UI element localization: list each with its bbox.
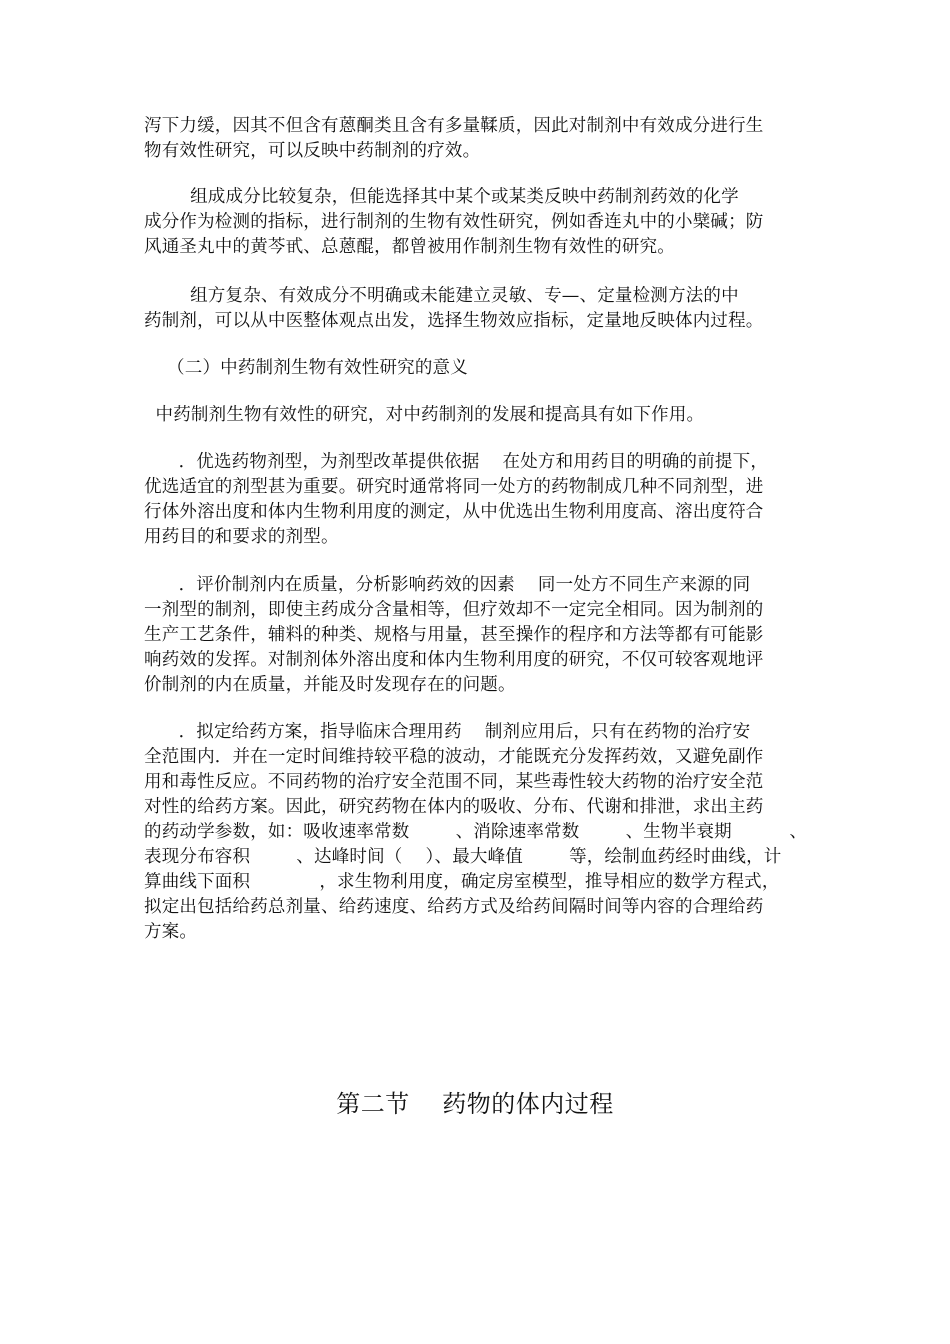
text-line: 方案。 [144, 922, 198, 942]
text-line: 风通圣丸中的黄芩甙、总蒽醌，都曾被用作制剂生物有效性的研究。 [144, 237, 675, 257]
text-line: 优选适宜的剂型甚为重要。研究时通常将同一处方的药物制成几种不同剂型，进 [144, 477, 764, 497]
text-line: ．评价制剂内在质量，分析影响药效的因素 同一处方不同生产来源的同 [144, 575, 751, 595]
text-line: 组方复杂、有效成分不明确或未能建立灵敏、专—、定量检测方法的中 [144, 286, 739, 306]
text-line: 价制剂的内在质量，并能及时发现存在的问题。 [144, 675, 516, 695]
text-line: 药制剂，可以从中医整体观点出发，选择生物效应指标，定量地反映体内过程。 [144, 311, 764, 331]
text-line: 成分作为检测的指标，进行制剂的生物有效性研究，例如香连丸中的小檗碱；防 [144, 212, 764, 232]
text-line: 行体外溶出度和体内生物利用度的测定，从中优选出生物利用度高、溶出度符合 [144, 502, 764, 522]
text-line: 组成成分比较复杂，但能选择其中某个或某类反映中药制剂药效的化学 [144, 187, 739, 207]
text-line: 泻下力缓，因其不但含有蒽酮类且含有多量鞣质，因此对制剂中有效成分进行生 [144, 116, 764, 136]
text-line: 表现分布容积 、达峰时间（ ）、最大峰值 等，绘制血药经时曲线，计 [144, 847, 782, 867]
subsection-heading: （二）中药制剂生物有效性研究的意义 [144, 358, 468, 378]
text-line: 用药目的和要求的剂型。 [144, 527, 339, 547]
text-line: ．拟定给药方案，指导临床合理用药 制剂应用后，只有在药物的治疗安 [144, 722, 751, 742]
text-line: 对性的给药方案。因此，研究药物在体内的吸收、分布、代谢和排泄，求出主药 [144, 797, 764, 817]
text-line: ．优选药物剂型，为剂型改革提供依据 在处方和用药目的明确的前提下， [144, 452, 769, 472]
text-line: 全范围内．并在一定时间维持较平稳的波动，才能既充分发挥药效，又避免副作 [144, 747, 764, 767]
text-line: 拟定出包括给药总剂量、给药速度、给药方式及给药间隔时间等内容的合理给药 [144, 897, 764, 917]
section-heading: 第二节 药物的体内过程 [336, 1090, 614, 1118]
text-line: 的药动学参数，如：吸收速率常数 、消除速率常数 、生物半衰期 、 [144, 822, 808, 842]
text-line: 算曲线下面积 ，求生物利用度，确定房室模型，推导相应的数学方程式， [144, 872, 780, 892]
text-line: 响药效的发挥。对制剂体外溶出度和体内生物利用度的研究，不仅可较客观地评 [144, 650, 764, 670]
text-line: 物有效性研究，可以反映中药制剂的疗效。 [144, 141, 481, 161]
text-line: 中药制剂生物有效性的研究，对中药制剂的发展和提高具有如下作用。 [144, 405, 705, 425]
text-line: 用和毒性反应。不同药物的治疗安全范围不同，某些毒性较大药物的治疗安全范 [144, 772, 764, 792]
text-line: 一剂型的制剂，即使主药成分含量相等，但疗效却不一定完全相同。因为制剂的 [144, 600, 764, 620]
text-line: 生产工艺条件，辅料的种类、规格与用量，甚至操作的程序和方法等都有可能影 [144, 625, 764, 645]
